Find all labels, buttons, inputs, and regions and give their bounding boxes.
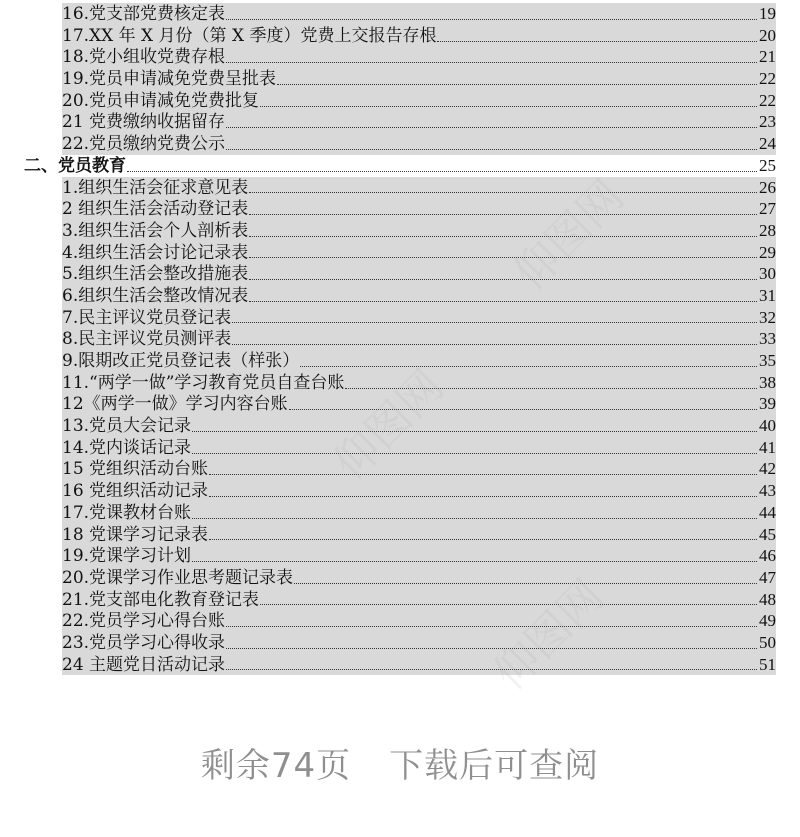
- toc-entry-title: 14.党内谈话记录: [62, 437, 192, 458]
- toc-dot-leader: [345, 388, 757, 389]
- toc-page-number: 43: [759, 481, 776, 501]
- toc-entry-title: 22.党员学习心得台账: [62, 611, 226, 632]
- toc-entry[interactable]: [62, 198, 776, 220]
- toc-page-number: 32: [759, 307, 776, 327]
- toc-dot-leader: [226, 127, 757, 128]
- toc-entry[interactable]: [62, 3, 776, 25]
- toc-entry[interactable]: [62, 480, 776, 502]
- toc-dot-leader: [260, 604, 757, 605]
- toc-entry[interactable]: [62, 133, 776, 155]
- toc-dot-leader: [209, 539, 757, 540]
- toc-dot-leader: [192, 453, 757, 454]
- toc-dot-leader: [226, 669, 757, 670]
- toc-entry-title: 21 党费缴纳收据留存: [62, 112, 226, 133]
- toc-page-number: 40: [759, 416, 776, 436]
- toc-entry[interactable]: [62, 177, 776, 199]
- toc-page-number: 24: [759, 134, 776, 154]
- toc-page-number: 25: [759, 155, 776, 175]
- toc-entry-title: 16 党组织活动记录: [62, 481, 209, 502]
- toc-entry[interactable]: [62, 220, 776, 242]
- toc-page-number: 44: [759, 502, 776, 522]
- toc-entry-title: 22.党员缴纳党费公示: [62, 134, 226, 155]
- toc-entry[interactable]: [62, 545, 776, 567]
- toc-entry-title: 18.党小组收党费存根: [62, 47, 226, 68]
- remaining-pages-banner[interactable]: [0, 738, 800, 787]
- toc-page-number: 30: [759, 264, 776, 284]
- toc-entry[interactable]: [62, 458, 776, 480]
- toc-entry-title: 1.组织生活会征求意见表: [62, 177, 249, 198]
- toc-entry-title: 7.民主评议党员登记表: [62, 307, 232, 328]
- toc-entry-title: 17.党课教材台账: [62, 502, 192, 523]
- toc-page-number: 35: [759, 351, 776, 370]
- toc-entry[interactable]: [62, 610, 776, 632]
- toc-entry[interactable]: [62, 68, 776, 90]
- toc-entry[interactable]: [62, 307, 776, 329]
- toc-page-number: 49: [759, 611, 776, 631]
- toc-entry-title: 19.党课学习计划: [62, 546, 192, 567]
- toc-entry[interactable]: [62, 524, 776, 546]
- toc-entry[interactable]: [62, 350, 776, 372]
- toc-dot-leader: [249, 257, 757, 258]
- toc-entry[interactable]: [62, 46, 776, 68]
- toc-page-number: 46: [759, 546, 776, 566]
- toc-entry-title: 19.党员申请减免党费呈批表: [62, 69, 277, 90]
- toc-page-number: 21: [759, 47, 776, 67]
- toc-page-number: 38: [759, 372, 776, 392]
- toc-page-number: 48: [759, 589, 776, 609]
- toc-entry-title: 23.党员学习心得收录: [62, 632, 226, 653]
- toc-entry[interactable]: [62, 502, 776, 524]
- toc-entry-title: 15 党组织活动台账: [62, 459, 209, 480]
- toc-entry-title: 8.民主评议党员测评表: [62, 329, 232, 350]
- toc-entry[interactable]: [62, 242, 776, 264]
- toc-entry[interactable]: [62, 393, 776, 415]
- toc-dot-leader: [289, 409, 757, 410]
- toc-page-number: 19: [759, 4, 776, 23]
- toc-page-number: 39: [759, 394, 776, 414]
- toc-entry[interactable]: [62, 415, 776, 437]
- toc-dot-leader: [249, 236, 757, 237]
- toc-dot-leader: [249, 214, 757, 215]
- toc-page-number: 31: [759, 285, 776, 305]
- toc-page-number: 28: [759, 220, 776, 240]
- toc-entry-title: 9.限期改正党员登记表（样张）: [62, 351, 300, 371]
- toc-dot-leader: [226, 648, 757, 649]
- toc-entry-title: 11.“两学一做”学习教育党员自查台账: [62, 372, 345, 393]
- toc-dot-leader: [232, 322, 757, 323]
- toc-entry-title: 17.XX 年 X 月份（第 X 季度）党费上交报告存根: [62, 25, 437, 46]
- toc-dot-leader: [226, 149, 757, 150]
- toc-dot-leader: [192, 518, 757, 519]
- toc-page-number: 22: [759, 69, 776, 89]
- table-of-contents: [24, 3, 776, 675]
- toc-dot-leader: [249, 279, 757, 280]
- toc-page-number: 20: [759, 25, 776, 45]
- toc-page-number: 26: [759, 177, 776, 197]
- toc-entry-title: 6.组织生活会整改情况表: [62, 285, 249, 306]
- toc-entry[interactable]: [62, 437, 776, 459]
- toc-dot-leader: [127, 171, 757, 172]
- toc-dot-leader: [226, 62, 757, 63]
- toc-page-number: 29: [759, 242, 776, 262]
- toc-dot-leader: [294, 583, 757, 584]
- toc-entry-title: 20.党员申请减免党费批复: [62, 90, 260, 111]
- toc-entry[interactable]: [62, 328, 776, 350]
- toc-page-number: 47: [759, 567, 776, 587]
- toc-page-number: 51: [759, 654, 776, 674]
- toc-dot-leader: [260, 106, 757, 107]
- toc-entry-title: 5.组织生活会整改措施表: [62, 264, 249, 285]
- toc-dot-leader: [192, 561, 757, 562]
- toc-dot-leader: [249, 192, 757, 193]
- toc-entry[interactable]: [62, 263, 776, 285]
- toc-entry[interactable]: [62, 567, 776, 589]
- toc-dot-leader: [277, 84, 757, 85]
- toc-entry-title: 24 主题党日活动记录: [62, 654, 226, 675]
- toc-entry-title: 21.党支部电化教育登记表: [62, 589, 260, 610]
- toc-entry[interactable]: [62, 589, 776, 611]
- remaining-pages-text: 剩余74页: [200, 746, 352, 786]
- toc-entry-title: 2 组织生活会活动登记表: [62, 199, 249, 220]
- toc-page-number: 22: [759, 90, 776, 110]
- toc-entry[interactable]: [62, 25, 776, 47]
- toc-dot-leader: [232, 344, 757, 345]
- toc-page-number: 33: [759, 329, 776, 349]
- toc-dot-leader: [249, 301, 757, 302]
- toc-entry[interactable]: [62, 654, 776, 676]
- toc-page-number: 23: [759, 112, 776, 132]
- toc-entry-title: 20.党课学习作业思考题记录表: [62, 567, 294, 588]
- toc-dot-leader: [226, 19, 757, 20]
- toc-page-number: 41: [759, 437, 776, 457]
- toc-dot-leader: [192, 431, 757, 432]
- toc-dot-leader: [209, 496, 757, 497]
- toc-entry-title: 3.组织生活会个人剖析表: [62, 220, 249, 241]
- toc-page-number: 45: [759, 524, 776, 544]
- toc-entry-title: 二、党员教育: [24, 155, 126, 176]
- toc-entry-title: 4.组织生活会讨论记录表: [62, 242, 249, 263]
- toc-entry-title: 16.党支部党费核定表: [62, 4, 226, 24]
- toc-page-number: 42: [759, 459, 776, 479]
- toc-dot-leader: [300, 366, 757, 367]
- download-to-view-text: 下载后可查阅: [389, 746, 600, 786]
- toc-dot-leader: [437, 41, 757, 42]
- toc-entry[interactable]: [62, 632, 776, 654]
- toc-entry-title: 13.党员大会记录: [62, 416, 192, 437]
- toc-entry[interactable]: [62, 285, 776, 307]
- toc-entry[interactable]: [62, 111, 776, 133]
- toc-dot-leader: [209, 474, 757, 475]
- toc-section-heading[interactable]: [24, 155, 776, 177]
- toc-dot-leader: [226, 626, 757, 627]
- toc-page-number: 27: [759, 199, 776, 219]
- toc-entry[interactable]: [62, 372, 776, 394]
- toc-entry-title: 12《两学一做》学习内容台账: [62, 394, 288, 415]
- toc-entry-title: 18 党课学习记录表: [62, 524, 209, 545]
- toc-entry[interactable]: [62, 90, 776, 112]
- toc-page-number: 50: [759, 632, 776, 652]
